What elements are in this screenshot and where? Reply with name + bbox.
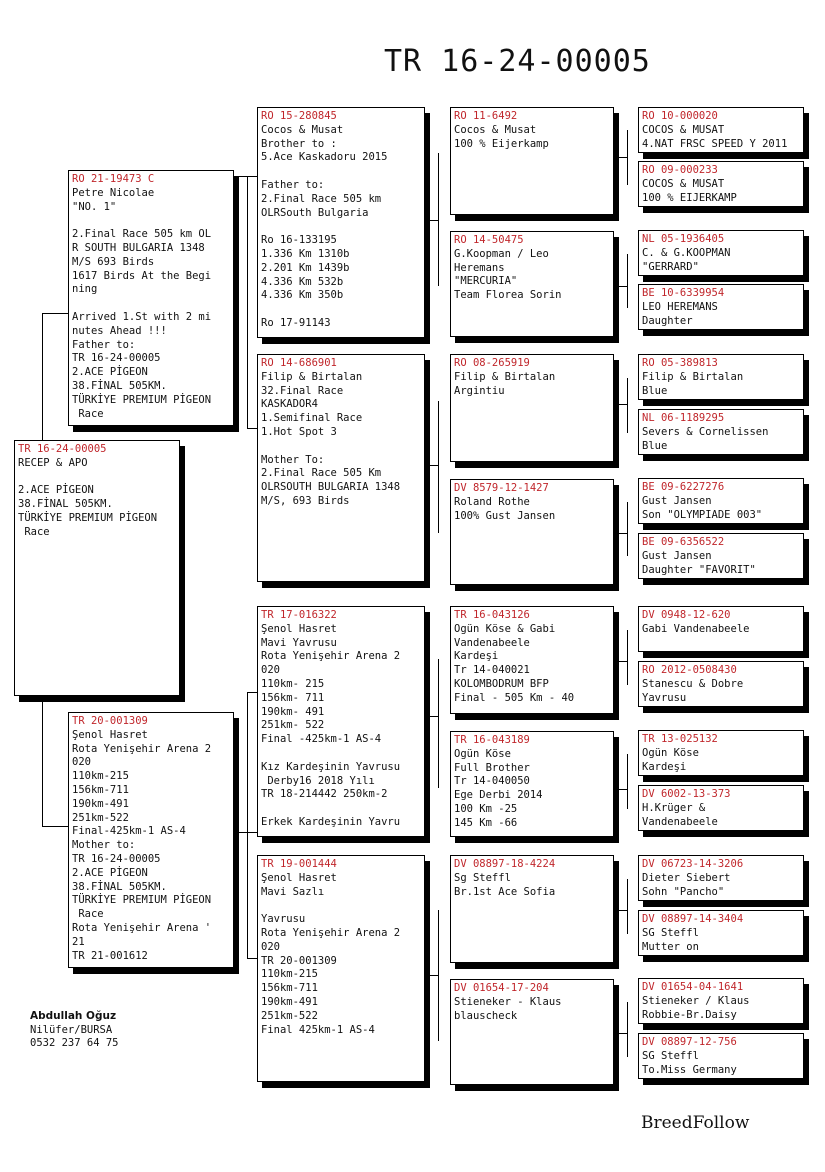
pedigree-card-subject[interactable] (14, 440, 180, 696)
pedigree-text-line: Ogün Köse (642, 746, 699, 759)
pedigree-text-line: Sohn "Pancho" (642, 885, 725, 898)
pedigree-text-line: 1.336 Km 1310b (261, 247, 350, 260)
pedigree-text-line: Roland Rothe (454, 495, 530, 508)
pedigree-card-gen5-11[interactable] (638, 730, 804, 776)
pedigree-text-line: 251km-522 (72, 811, 129, 824)
pedigree-text-line: Şenol Hasret (261, 871, 337, 884)
pedigree-text-line: TR 16-24-00005 (72, 852, 161, 865)
connector (234, 176, 258, 177)
pedigree-text-line: Ro 16-133195 (261, 234, 337, 247)
pedigree-text-line: OLRSouth Bulgaria (261, 206, 369, 219)
pedigree-text-line: Rota Yenişehir Arena 2 (261, 650, 401, 663)
pedigree-text-line: 38.FİNAL 505KM. (72, 379, 167, 392)
pedigree-text-line: Cocos & Musat (454, 123, 537, 136)
ring-number: RO 11-6492 (454, 110, 518, 122)
pedigree-text-line: Filip & Birtalan (642, 370, 744, 383)
pedigree-text-line (261, 899, 421, 913)
pedigree-text-line: Heremans (454, 261, 505, 274)
pedigree-text-line: Ogün Köse (454, 747, 511, 760)
pedigree-card-dam-dam[interactable] (257, 855, 425, 1082)
pedigree-card-dam[interactable] (68, 712, 234, 968)
pedigree-text-line: 110km- 215 (261, 677, 325, 690)
pedigree-text-line: 100 % EIJERKAMP (642, 191, 737, 204)
pedigree-text-line: Sg Steffl (454, 871, 511, 884)
pedigree-text-line: Severs & Cornelissen (642, 425, 769, 438)
pedigree-text-line (261, 747, 421, 761)
owner-city: Nilüfer/BURSA (30, 1023, 113, 1036)
pedigree-card-gen5-10[interactable] (638, 661, 804, 707)
pedigree-text-line: "GERRARD" (642, 260, 699, 273)
pedigree-text-line (72, 214, 230, 228)
connector (627, 754, 628, 809)
ring-number: RO 10-000020 (642, 110, 718, 122)
pedigree-text-line: Yavrusu (642, 691, 687, 704)
pedigree-card-dam-sire[interactable] (257, 606, 425, 837)
pedigree-text-line: Team Florea Sorin (454, 289, 562, 302)
connector (247, 692, 248, 958)
brand-logo: BreedFollow (641, 1113, 750, 1133)
pedigree-text-line: 2.Final Race 505 Km (261, 467, 382, 480)
pedigree-text-line: 1.Semifinal Race (261, 412, 363, 425)
ring-number: RO 15-280845 (261, 110, 337, 122)
pedigree-text-line: Ro 17-91143 (261, 316, 331, 329)
connector (614, 157, 627, 158)
pedigree-text-line (261, 440, 421, 454)
pedigree-text-line: nutes Ahead !!! (72, 324, 167, 337)
pedigree-card-gen5-5[interactable] (638, 354, 804, 400)
pedigree-text-line: Derby16 2018 Yılı (261, 774, 375, 787)
pedigree-card-dam-sire-dam[interactable] (450, 731, 614, 837)
pedigree-text-line: 5.Ace Kaskadoru 2015 (261, 151, 388, 164)
ring-number: BE 10-6339954 (642, 287, 725, 299)
pedigree-text-line: Petre Nicolae (72, 186, 155, 199)
pedigree-text-line: 4.336 Km 532b (261, 275, 344, 288)
pedigree-title: TR 16-24-00005 (384, 44, 651, 79)
pedigree-text-line: 110km-215 (261, 968, 318, 981)
ring-number: DV 01654-04-1641 (642, 981, 744, 993)
pedigree-text-line: H.Krüger & (642, 801, 706, 814)
pedigree-text-line: 2.Final Race 505 km OL (72, 228, 212, 241)
pedigree-text-line: Stanescu & Dobre (642, 677, 744, 690)
pedigree-text-line: 020 (72, 756, 91, 769)
ring-number: TR 16-043126 (454, 609, 530, 621)
pedigree-card-gen5-14[interactable] (638, 910, 804, 956)
pedigree-text-line: 251km- 522 (261, 719, 325, 732)
pedigree-text-line: "MERCURIA" (454, 275, 518, 288)
ring-number: TR 17-016322 (261, 609, 337, 621)
pedigree-text-line: Rota Yenişehir Arena ' (72, 921, 212, 934)
pedigree-text-line: Rota Yenişehir Arena 2 (261, 926, 401, 939)
ring-number: TR 19-001444 (261, 858, 337, 870)
pedigree-card-sire-sire[interactable] (257, 107, 425, 338)
pedigree-text-line: 4.336 Km 350b (261, 289, 344, 302)
pedigree-text-line: 110km-215 (72, 770, 129, 783)
pedigree-text-line (72, 297, 230, 311)
pedigree-text-line: Race (18, 525, 50, 538)
pedigree-text-line: Tr 14-040021 (454, 664, 530, 677)
connector (247, 176, 248, 428)
pedigree-text-line: 32.Final Race (261, 384, 344, 397)
pedigree-text-line: 251km-522 (261, 1009, 318, 1022)
pedigree-card-sire-dam-sire[interactable] (450, 354, 614, 462)
pedigree-text-line: Mother to: (72, 839, 136, 852)
pedigree-text-line: Daughter (642, 314, 693, 327)
pedigree-text-line: Race (72, 407, 104, 420)
ring-number: DV 06723-14-3206 (642, 858, 744, 870)
pedigree-text-line (261, 802, 421, 816)
pedigree-text-line: 156km- 711 (261, 691, 325, 704)
ring-number: DV 8579-12-1427 (454, 482, 549, 494)
pedigree-text-line: Father to: (72, 338, 136, 351)
connector (627, 130, 628, 185)
pedigree-text-line: Full Brother (454, 761, 530, 774)
pedigree-text-line: M/S 693 Birds (72, 255, 155, 268)
pedigree-card-sire-dam[interactable] (257, 354, 425, 582)
pedigree-text-line: 190km-491 (72, 797, 129, 810)
pedigree-text-line: Şenol Hasret (261, 622, 337, 635)
pedigree-text-line: M/S, 693 Birds (261, 494, 350, 507)
pedigree-card-dam-dam-sire[interactable] (450, 855, 614, 963)
pedigree-text-line: Final 425km-1 AS-4 (261, 1023, 375, 1036)
ring-number: DV 01654-17-204 (454, 982, 549, 994)
pedigree-text-line: Argintiu (454, 384, 505, 397)
connector (42, 313, 69, 314)
pedigree-text-line: Gabi Vandenabeele (642, 622, 750, 635)
pedigree-text-line: COCOS & MUSAT (642, 177, 725, 190)
pedigree-text-line: Filip & Birtalan (454, 370, 556, 383)
pedigree-text-line: 156km-711 (261, 982, 318, 995)
connector (438, 401, 439, 533)
connector (234, 832, 258, 833)
pedigree-text-line: Race (72, 908, 104, 921)
pedigree-text-line: TR 20-001309 (261, 954, 337, 967)
connector (614, 1033, 627, 1034)
pedigree-card-sire-sire-dam[interactable] (450, 231, 614, 337)
pedigree-text-line: Final - 505 Km - 40 (454, 691, 575, 704)
pedigree-text-line: Cocos & Musat (261, 123, 344, 136)
pedigree-text-line: Vandenabeele (642, 815, 718, 828)
ring-number: DV 08897-14-3404 (642, 913, 744, 925)
pedigree-text-line: 1617 Birds At the Begi (72, 269, 212, 282)
pedigree-text-line: 21 (72, 935, 85, 948)
pedigree-text-line: 145 Km -66 (454, 816, 518, 829)
pedigree-text-line: Vandenabeele (454, 636, 530, 649)
pedigree-card-gen5-15[interactable] (638, 978, 804, 1024)
ring-number: DV 6002-13-373 (642, 788, 731, 800)
connector (42, 696, 43, 826)
pedigree-text-line: Mavi Sazlı (261, 885, 325, 898)
connector (425, 716, 438, 717)
pedigree-text-line: blauscheck (454, 1009, 518, 1022)
pedigree-text-line: Ogün Köse & Gabi (454, 622, 556, 635)
pedigree-text-line: 100 Km -25 (454, 802, 518, 815)
pedigree-text-line: SG Steffl (642, 1049, 699, 1062)
pedigree-text-line: Mutter on (642, 940, 699, 953)
connector (614, 533, 627, 534)
pedigree-text-line: Rota Yenişehir Arena 2 (72, 742, 212, 755)
pedigree-text-line: Gust Jansen (642, 494, 712, 507)
pedigree-text-line: Final -425km-1 AS-4 (261, 733, 382, 746)
ring-number: RO 05-389813 (642, 357, 718, 369)
connector (614, 286, 627, 287)
pedigree-text-line: Dieter Siebert (642, 871, 731, 884)
pedigree-text-line: Blue (642, 439, 668, 452)
pedigree-text-line: Erkek Kardeşinin Yavru (261, 815, 401, 828)
pedigree-text-line: 1.Hot Spot 3 (261, 425, 337, 438)
pedigree-text-line: TÜRKİYE PREMIUM PİGEON (18, 511, 158, 524)
pedigree-text-line: 2.ACE PİGEON (72, 366, 148, 379)
pedigree-text-line: Yavrusu (261, 913, 306, 926)
pedigree-text-line: Blue (642, 384, 668, 397)
ring-number: DV 08897-12-756 (642, 1036, 737, 1048)
pedigree-text-line: 190km-491 (261, 995, 318, 1008)
pedigree-card-gen5-12[interactable] (638, 785, 804, 831)
pedigree-text-line: KOLOMBODRUM BFP (454, 677, 549, 690)
owner-name: Abdullah Oğuz (30, 1010, 117, 1022)
ring-number: NL 06-1189295 (642, 412, 725, 424)
pedigree-card-gen5-2[interactable] (638, 161, 804, 207)
pedigree-text-line: 2.201 Km 1439b (261, 261, 350, 274)
ring-number: DV 08897-18-4224 (454, 858, 556, 870)
ring-number: TR 13-025132 (642, 733, 718, 745)
pedigree-text-line (261, 165, 421, 179)
pedigree-text-line: To.Miss Germany (642, 1063, 737, 1076)
connector (438, 910, 439, 1041)
connector (627, 1002, 628, 1057)
connector (425, 975, 438, 976)
pedigree-text-line: ning (72, 283, 98, 296)
pedigree-text-line: Stieneker - Klaus (454, 995, 562, 1008)
pedigree-card-sire[interactable] (68, 170, 234, 426)
ring-number: RO 08-265919 (454, 357, 530, 369)
pedigree-text-line: Tr 14-040050 (454, 775, 530, 788)
pedigree-text-line: TÜRKİYE PREMIUM PİGEON (72, 393, 212, 406)
ring-number: TR 16-24-00005 (18, 443, 107, 455)
connector (438, 153, 439, 286)
pedigree-text-line: 38.FİNAL 505KM. (72, 880, 167, 893)
ring-number: RO 2012-0508430 (642, 664, 737, 676)
pedigree-card-gen5-3[interactable] (638, 230, 804, 276)
pedigree-card-dam-dam-dam[interactable] (450, 979, 614, 1085)
pedigree-text-line: 020 (261, 940, 280, 953)
connector (42, 313, 43, 440)
pedigree-card-gen5-8[interactable] (638, 533, 804, 579)
pedigree-card-gen5-1[interactable] (638, 107, 804, 153)
pedigree-text-line: Mavi Yavrusu (261, 636, 337, 649)
pedigree-text-line: TÜRKİYE PREMIUM PİGEON (72, 894, 212, 907)
pedigree-text-line: Arrived 1.St with 2 mi (72, 310, 212, 323)
pedigree-card-gen5-7[interactable] (638, 478, 804, 524)
pedigree-text-line (18, 471, 176, 485)
pedigree-text-line: 2.Final Race 505 km (261, 192, 382, 205)
pedigree-text-line: Father to: (261, 178, 325, 191)
ring-number: TR 16-043189 (454, 734, 530, 746)
pedigree-text-line: "NO. 1" (72, 200, 117, 213)
pedigree-card-gen5-16[interactable] (638, 1033, 804, 1079)
ring-number: NL 05-1936405 (642, 233, 725, 245)
pedigree-text-line: 38.FİNAL 505KM. (18, 498, 113, 511)
pedigree-text-line (261, 303, 421, 317)
pedigree-text-line: Brother to : (261, 137, 337, 150)
pedigree-text-line: Son "OLYMPIADE 003" (642, 508, 763, 521)
pedigree-text-line: RECEP & APO (18, 456, 88, 469)
pedigree-text-line: Ege Derbi 2014 (454, 789, 543, 802)
connector (425, 220, 438, 221)
ring-number: RO 21-19473 C (72, 173, 155, 185)
ring-number: BE 09-6227276 (642, 481, 725, 493)
pedigree-card-sire-sire-sire[interactable] (450, 107, 614, 215)
connector (627, 254, 628, 308)
pedigree-text-line: 100% Gust Jansen (454, 509, 556, 522)
connector (627, 879, 628, 934)
connector (627, 378, 628, 433)
pedigree-text-line: Kız Kardeşinin Yavrusu (261, 760, 401, 773)
pedigree-card-dam-sire-sire[interactable] (450, 606, 614, 714)
pedigree-text-line: Final-425km-1 AS-4 (72, 825, 186, 838)
ring-number: DV 0948-12-620 (642, 609, 731, 621)
pedigree-card-gen5-13[interactable] (638, 855, 804, 901)
ring-number: BE 09-6356522 (642, 536, 725, 548)
pedigree-text-line: Gust Jansen (642, 549, 712, 562)
pedigree-text-line: KASKADOR4 (261, 398, 318, 411)
ring-number: RO 09-000233 (642, 164, 718, 176)
owner-phone: 0532 237 64 75 (30, 1037, 119, 1049)
connector (627, 502, 628, 556)
pedigree-text-line: SG Steffl (642, 926, 699, 939)
pedigree-text-line: Daughter "FAVORIT" (642, 563, 756, 576)
pedigree-text-line: 190km- 491 (261, 705, 325, 718)
connector (614, 404, 627, 405)
ring-number: RO 14-50475 (454, 234, 524, 246)
pedigree-text-line: Şenol Hasret (72, 728, 148, 741)
ring-number: TR 20-001309 (72, 715, 148, 727)
pedigree-text-line: 156km-711 (72, 783, 129, 796)
pedigree-text-line: LEO HEREMANS (642, 300, 718, 313)
pedigree-text-line: TR 21-001612 (72, 949, 148, 962)
ring-number: RO 14-686901 (261, 357, 337, 369)
pedigree-card-gen5-6[interactable] (638, 409, 804, 455)
pedigree-text-line: Mother To: (261, 453, 325, 466)
connector (614, 661, 627, 662)
pedigree-text-line: C. & G.KOOPMAN (642, 246, 731, 259)
pedigree-card-gen5-9[interactable] (638, 606, 804, 652)
connector (42, 826, 69, 827)
connector (425, 465, 438, 466)
connector (438, 659, 439, 788)
pedigree-text-line: Br.1st Ace Sofia (454, 885, 556, 898)
pedigree-text-line: Robbie-Br.Daisy (642, 1008, 737, 1021)
pedigree-text-line: 4.NAT FRSC SPEED Y 2011 (642, 137, 788, 150)
pedigree-text-line: TR 16-24-00005 (72, 352, 161, 365)
pedigree-text-line: Stieneker / Klaus (642, 994, 750, 1007)
pedigree-text-line: OLRSOUTH BULGARIA 1348 (261, 481, 401, 494)
pedigree-text-line: 100 % Eijerkamp (454, 137, 549, 150)
pedigree-card-sire-dam-dam[interactable] (450, 479, 614, 585)
pedigree-text-line: COCOS & MUSAT (642, 123, 725, 136)
owner-info (30, 1010, 119, 1051)
pedigree-text-line: 2.ACE PİGEON (18, 484, 94, 497)
pedigree-text-line: 020 (261, 664, 280, 677)
pedigree-text-line: R SOUTH BULGARIA 1348 (72, 241, 205, 254)
pedigree-text-line: Kardeşi (642, 760, 687, 773)
connector (614, 910, 627, 911)
pedigree-text-line: TR 18-214442 250km-2 (261, 788, 388, 801)
pedigree-card-gen5-4[interactable] (638, 284, 804, 330)
pedigree-text-line: Filip & Birtalan (261, 370, 363, 383)
pedigree-text-line: Kardeşi (454, 650, 499, 663)
pedigree-text-line: G.Koopman / Leo (454, 247, 549, 260)
connector (627, 630, 628, 685)
pedigree-text-line (261, 220, 421, 234)
pedigree-text-line: 2.ACE PİGEON (72, 866, 148, 879)
connector (614, 789, 627, 790)
